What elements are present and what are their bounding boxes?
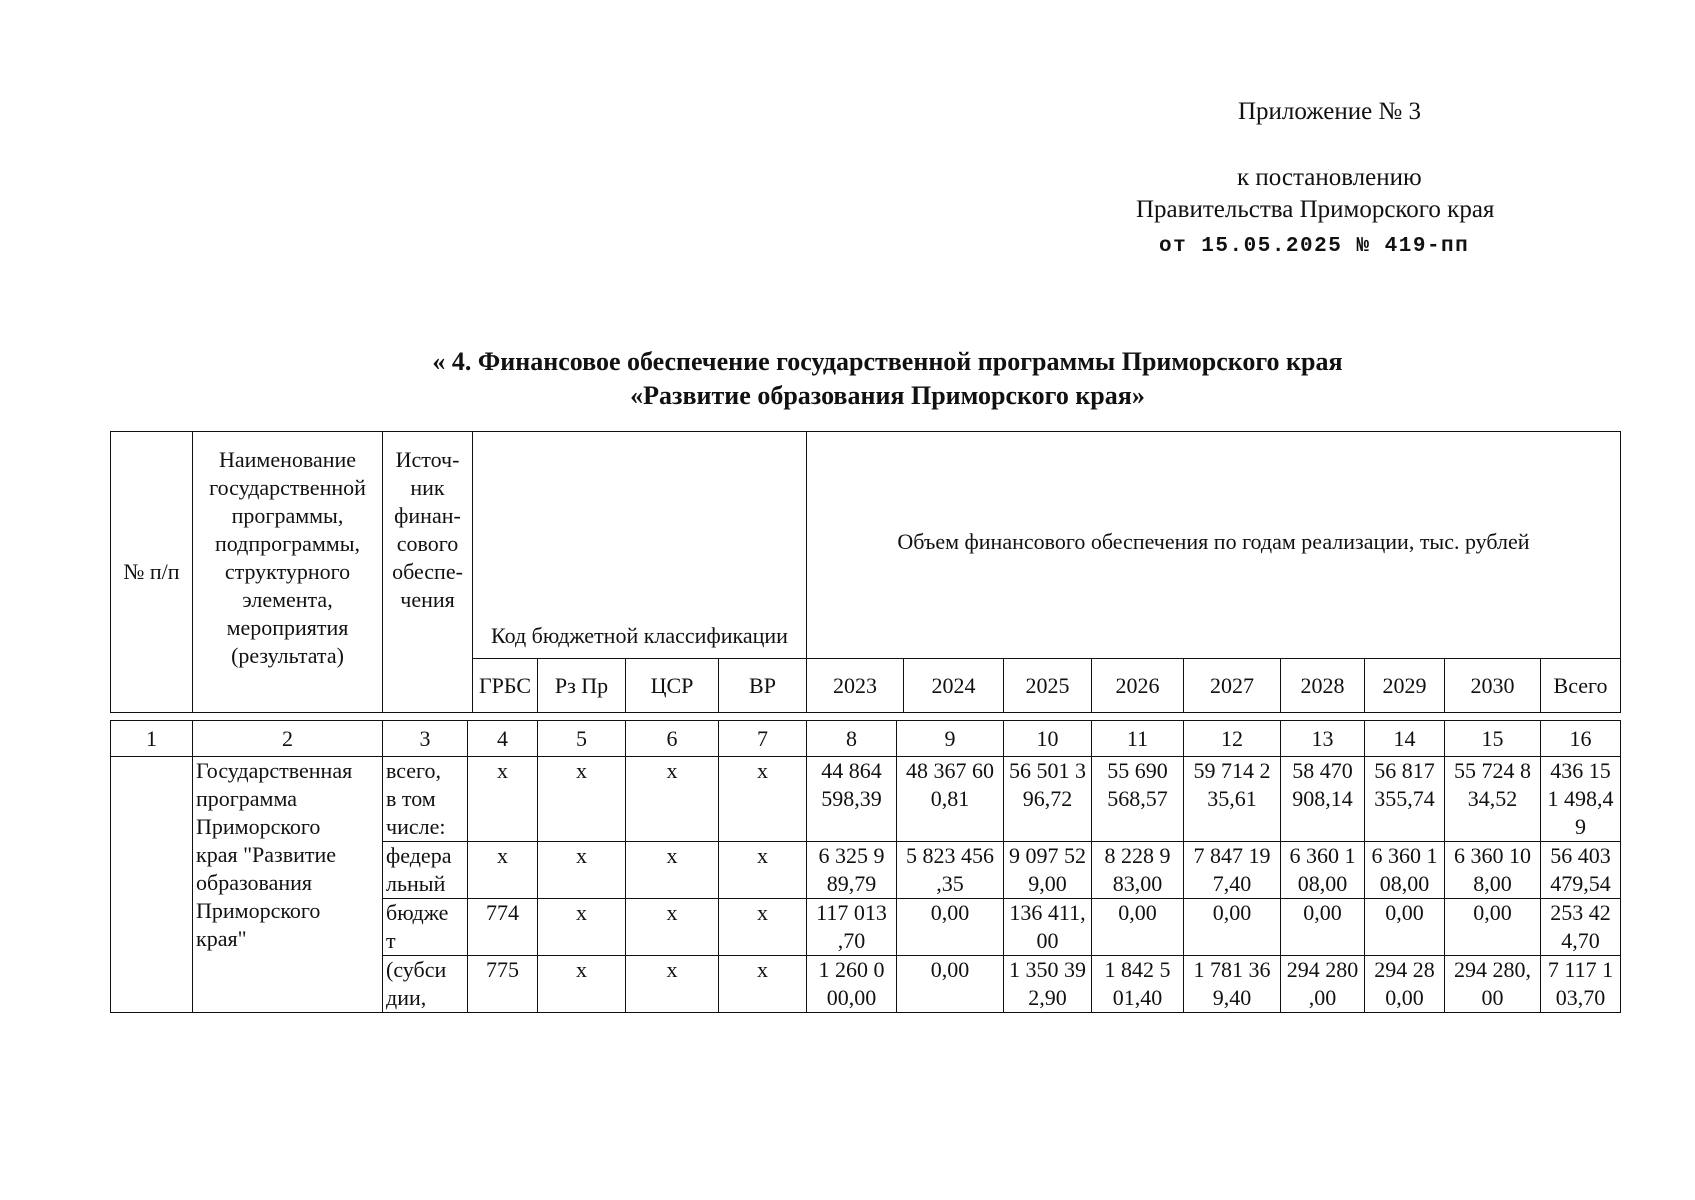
value-2024: 48 367 60 0,81 — [897, 757, 1004, 842]
table-header — [110, 431, 1621, 713]
value-2030: 294 280, 00 — [1445, 956, 1541, 1013]
value-2024: 5 823 456 ,35 — [897, 842, 1004, 899]
value-2023: 44 864 598,39 — [807, 757, 897, 842]
value-total: 253 42 4,70 — [1541, 899, 1621, 956]
value-2030: 55 724 8 34,52 — [1445, 757, 1541, 842]
value-2025: 56 501 3 96,72 — [1004, 757, 1092, 842]
column-number: 14 — [1365, 721, 1445, 757]
code-vr: x — [719, 956, 807, 1013]
source-federal: федера льный — [383, 842, 468, 899]
header-kbk: Код бюджетной классификации — [473, 432, 807, 659]
code-rzpr: x — [538, 842, 626, 899]
program-name-text: Государственная программа Приморского края "Развитие образования Приморского края" — [196, 758, 353, 951]
resolution-stamp: от 15.05.2025 № 419-пп — [1159, 235, 1470, 258]
value-2028: 0,00 — [1281, 899, 1365, 956]
program-name — [193, 757, 383, 1013]
source-total: всего, в том числе: — [383, 757, 468, 842]
header-name: Наименование государственной программы, подпрограммы, структурного элемента, мероприятия (результата) — [193, 432, 383, 713]
column-number: 3 — [383, 721, 468, 757]
column-numbers-row — [111, 721, 1621, 757]
value-2025: 136 411, 00 — [1004, 899, 1092, 956]
value-2029: 0,00 — [1365, 899, 1445, 956]
table-body — [110, 720, 1621, 1013]
value-2029: 6 360 1 08,00 — [1365, 842, 1445, 899]
column-number: 13 — [1281, 721, 1365, 757]
column-number: 7 — [719, 721, 807, 757]
header-year-2025: 2025 — [1004, 659, 1092, 713]
document-title-line-2: «Развитие образования Приморского края» — [630, 381, 1145, 410]
header-rzpr: Рз Пр — [538, 659, 626, 713]
value-2023: 1 260 0 00,00 — [807, 956, 897, 1013]
value-2026: 55 690 568,57 — [1092, 757, 1184, 842]
column-number: 6 — [626, 721, 719, 757]
value-2027: 59 714 2 35,61 — [1184, 757, 1281, 842]
code-vr: x — [719, 842, 807, 899]
header-vr: ВР — [719, 659, 807, 713]
value-2023: 117 013 ,70 — [807, 899, 897, 956]
value-2030: 6 360 10 8,00 — [1445, 842, 1541, 899]
table-row — [111, 757, 1621, 842]
header-year-2023: 2023 — [807, 659, 904, 713]
header-source: Источ- ник финан- сового обеспе- чения — [383, 432, 473, 713]
column-number: 4 — [468, 721, 538, 757]
source-subsidies: (субси дии, — [383, 956, 468, 1013]
code-vr: x — [719, 757, 807, 842]
appendix-label: Приложение № 3 — [1238, 98, 1422, 125]
column-number: 10 — [1004, 721, 1092, 757]
value-2027: 0,00 — [1184, 899, 1281, 956]
header-year-2027: 2027 — [1184, 659, 1281, 713]
code-vr: x — [719, 899, 807, 956]
source-budget: бюдже т — [383, 899, 468, 956]
value-2028: 58 470 908,14 — [1281, 757, 1365, 842]
column-number: 9 — [897, 721, 1004, 757]
row-number-cell — [111, 757, 193, 1013]
value-2027: 1 781 36 9,40 — [1184, 956, 1281, 1013]
header-year-2028: 2028 — [1281, 659, 1365, 713]
value-2027: 7 847 19 7,40 — [1184, 842, 1281, 899]
code-rzpr: x — [538, 956, 626, 1013]
value-total: 7 117 1 03,70 — [1541, 956, 1621, 1013]
column-number: 2 — [193, 721, 383, 757]
header-year-2026: 2026 — [1092, 659, 1184, 713]
header-year-2030: 2030 — [1445, 659, 1541, 713]
value-2029: 294 28 0,00 — [1365, 956, 1445, 1013]
document-title-line-1: « 4. Финансовое обеспечение государственной программы Приморского края — [432, 347, 1343, 376]
header-volume: Объем финансового обеспечения по годам реализации, тыс. рублей — [807, 432, 1621, 659]
column-number: 12 — [1184, 721, 1281, 757]
value-total: 436 15 1 498,4 9 — [1541, 757, 1621, 842]
code-grbs: 775 — [468, 956, 538, 1013]
header-year-2024: 2024 — [904, 659, 1004, 713]
value-2024: 0,00 — [897, 899, 1004, 956]
code-csr: x — [626, 956, 719, 1013]
value-2025: 9 097 52 9,00 — [1004, 842, 1092, 899]
column-number: 16 — [1541, 721, 1621, 757]
header-total: Всего — [1541, 659, 1621, 713]
column-number: 11 — [1092, 721, 1184, 757]
resolution-label: к постановлению — [1237, 164, 1422, 191]
value-2029: 56 817 355,74 — [1365, 757, 1445, 842]
code-grbs: 774 — [468, 899, 538, 956]
value-2026: 8 228 9 83,00 — [1092, 842, 1184, 899]
code-rzpr: x — [538, 899, 626, 956]
code-csr: x — [626, 899, 719, 956]
column-number: 5 — [538, 721, 626, 757]
value-2023: 6 325 9 89,79 — [807, 842, 897, 899]
code-grbs: x — [468, 757, 538, 842]
header-num: № п/п — [111, 432, 193, 713]
column-number: 8 — [807, 721, 897, 757]
header-year-2029: 2029 — [1365, 659, 1445, 713]
value-total: 56 403 479,54 — [1541, 842, 1621, 899]
code-grbs: x — [468, 842, 538, 899]
column-number: 1 — [111, 721, 193, 757]
header-grbs: ГРБС — [473, 659, 538, 713]
value-2028: 6 360 1 08,00 — [1281, 842, 1365, 899]
value-2026: 1 842 5 01,40 — [1092, 956, 1184, 1013]
column-number: 15 — [1445, 721, 1541, 757]
government-label: Правительства Приморского края — [1136, 196, 1495, 223]
code-rzpr: x — [538, 757, 626, 842]
value-2030: 0,00 — [1445, 899, 1541, 956]
code-csr: x — [626, 842, 719, 899]
header-csr: ЦСР — [626, 659, 719, 713]
value-2024: 0,00 — [897, 956, 1004, 1013]
value-2028: 294 280 ,00 — [1281, 956, 1365, 1013]
value-2026: 0,00 — [1092, 899, 1184, 956]
value-2025: 1 350 39 2,90 — [1004, 956, 1092, 1013]
code-csr: x — [626, 757, 719, 842]
